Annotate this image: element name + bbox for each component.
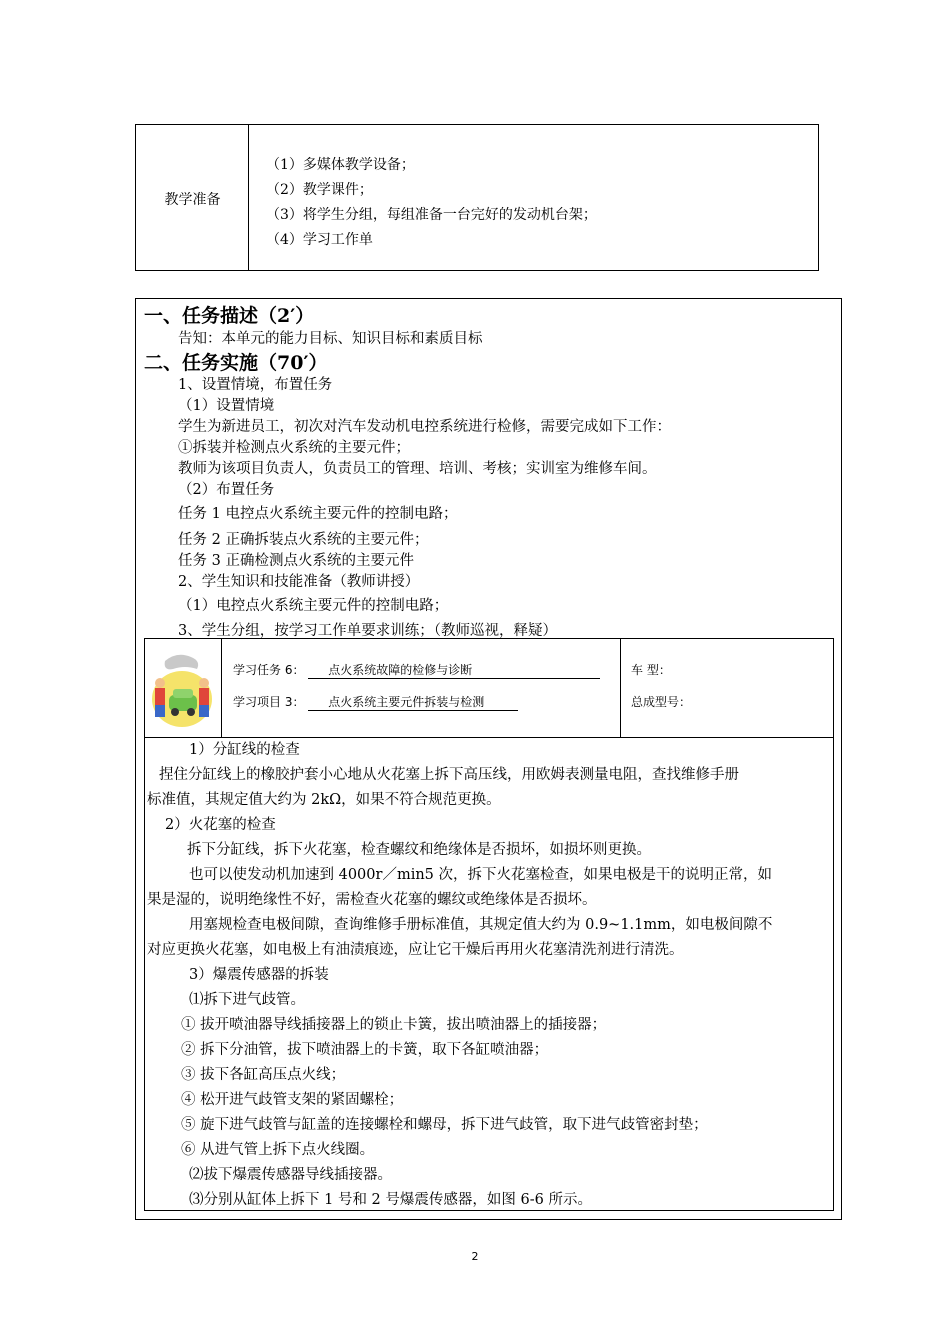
ws-paragraph: 对应更换火花塞，如电极上有油渍痕迹，应让它干燥后再用火花塞清洗剂进行清洗。 — [147, 942, 684, 958]
task-row — [233, 661, 600, 679]
section2-line: ①拆装并检测点火系统的主要元件； — [178, 440, 410, 456]
section2-line: 1、设置情境，布置任务 — [178, 377, 333, 393]
section2-line: （2）布置任务 — [178, 482, 275, 498]
teaching-prep-table — [135, 124, 819, 271]
section2-line: 2、学生知识和技能准备（教师讲授） — [178, 574, 420, 590]
ws-paragraph: 捏住分缸线上的橡胶护套小心地从火花塞上拆下高压线，用欧姆表测量电阻，查找维修手册 — [159, 767, 739, 783]
prep-item: （2）教学课件； — [266, 182, 373, 198]
ws-step: ⑵拔下爆震传感器导线插接器。 — [189, 1167, 392, 1183]
section2-line: （1）设置情境 — [178, 398, 275, 414]
prep-label: 教学准备 — [164, 192, 221, 208]
ws-heading: 1）分缸线的检查 — [189, 742, 300, 758]
ws-paragraph: 果是湿的，说明绝缘性不好，需检查火花塞的螺纹或绝缘体是否损坏。 — [147, 892, 597, 908]
ws-step: ② 拆下分油管，拔下喷油器上的卡簧，取下各缸喷油器； — [181, 1042, 549, 1058]
section1-text: 告知：本单元的能力目标、知识目标和素质目标 — [178, 331, 483, 347]
section2-line: 教师为该项目负责人，负责员工的管理、培训、考核；实训室为维修车间。 — [178, 461, 657, 477]
header-divider — [221, 639, 222, 737]
ws-paragraph: 拆下分缸线，拆下火花塞，检查螺纹和绝缘体是否损坏，如损坏则更换。 — [187, 842, 651, 858]
prep-label-cell — [136, 125, 249, 270]
section1-heading: 一、任务描述（2′） — [144, 305, 315, 327]
task-value: 点火系统故障的检修与诊断 — [308, 661, 600, 679]
section2-heading: 二、任务实施（70′） — [144, 352, 328, 374]
header-divider — [620, 639, 621, 737]
ws-step: ⑴拆下进气歧管。 — [189, 992, 305, 1008]
section2-line: （1）电控点火系统主要元件的控制电路； — [178, 598, 449, 614]
section2-line: 3、学生分组，按学习工作单要求训练；（教师巡视，释疑） — [178, 623, 557, 639]
task-label: 学习任务 6： — [233, 663, 305, 677]
ws-paragraph: 用塞规检查电极间隙，查询维修手册标准值，其规定值大约为 0.9~1.1mm，如电极间隙不 — [189, 917, 773, 933]
ws-heading: 3）爆震传感器的拆装 — [189, 967, 329, 983]
mechanics-illustration-icon — [151, 647, 213, 729]
assembly-label: 总成型号： — [631, 695, 692, 709]
ws-paragraph: 标准值，其规定值大约为 2kΩ，如果不符合规范更换。 — [147, 792, 501, 808]
section2-line: 任务 3 正确检测点火系统的主要元件 — [178, 553, 414, 569]
prep-item: （4）学习工作单 — [266, 232, 373, 248]
section2-line: 任务 2 正确拆装点火系统的主要元件； — [178, 532, 429, 548]
ws-step: ⑤ 旋下进气歧管与缸盖的连接螺栓和螺母，拆下进气歧管，取下进气歧管密封垫； — [181, 1117, 708, 1133]
worksheet — [144, 638, 834, 1211]
ws-step: ① 拔开喷油器导线插接器上的锁止卡簧，拔出喷油器上的插接器； — [181, 1017, 607, 1033]
ws-step: ④ 松开进气歧管支架的紧固螺栓； — [181, 1092, 404, 1108]
ws-step: ⑥ 从进气管上拆下点火线圈。 — [181, 1142, 375, 1158]
section2-line: 任务 1 电控点火系统主要元件的控制电路； — [178, 506, 458, 522]
page-number: 2 — [471, 1250, 479, 1263]
project-value: 点火系统主要元件拆装与检测 — [308, 693, 518, 711]
prep-item: （1）多媒体教学设备； — [266, 157, 415, 173]
car-label: 车 型： — [631, 663, 671, 677]
project-label: 学习项目 3： — [233, 695, 305, 709]
ws-paragraph: 也可以使发动机加速到 4000r／min5 次，拆下火花塞检查，如果电极是干的说明正常，如 — [189, 867, 772, 883]
ws-step: ⑶分别从缸体上拆下 1 号和 2 号爆震传感器，如图 6-6 所示。 — [189, 1192, 592, 1208]
prep-item: （3）将学生分组，每组准备一台完好的发动机台架； — [266, 207, 597, 223]
worksheet-header — [145, 639, 833, 738]
ws-heading: 2）火花塞的检查 — [165, 817, 276, 833]
section2-line: 学生为新进员工，初次对汽车发动机电控系统进行检修，需要完成如下工作： — [178, 419, 671, 435]
project-row — [233, 693, 518, 711]
ws-step: ③ 拔下各缸高压点火线； — [181, 1067, 346, 1083]
